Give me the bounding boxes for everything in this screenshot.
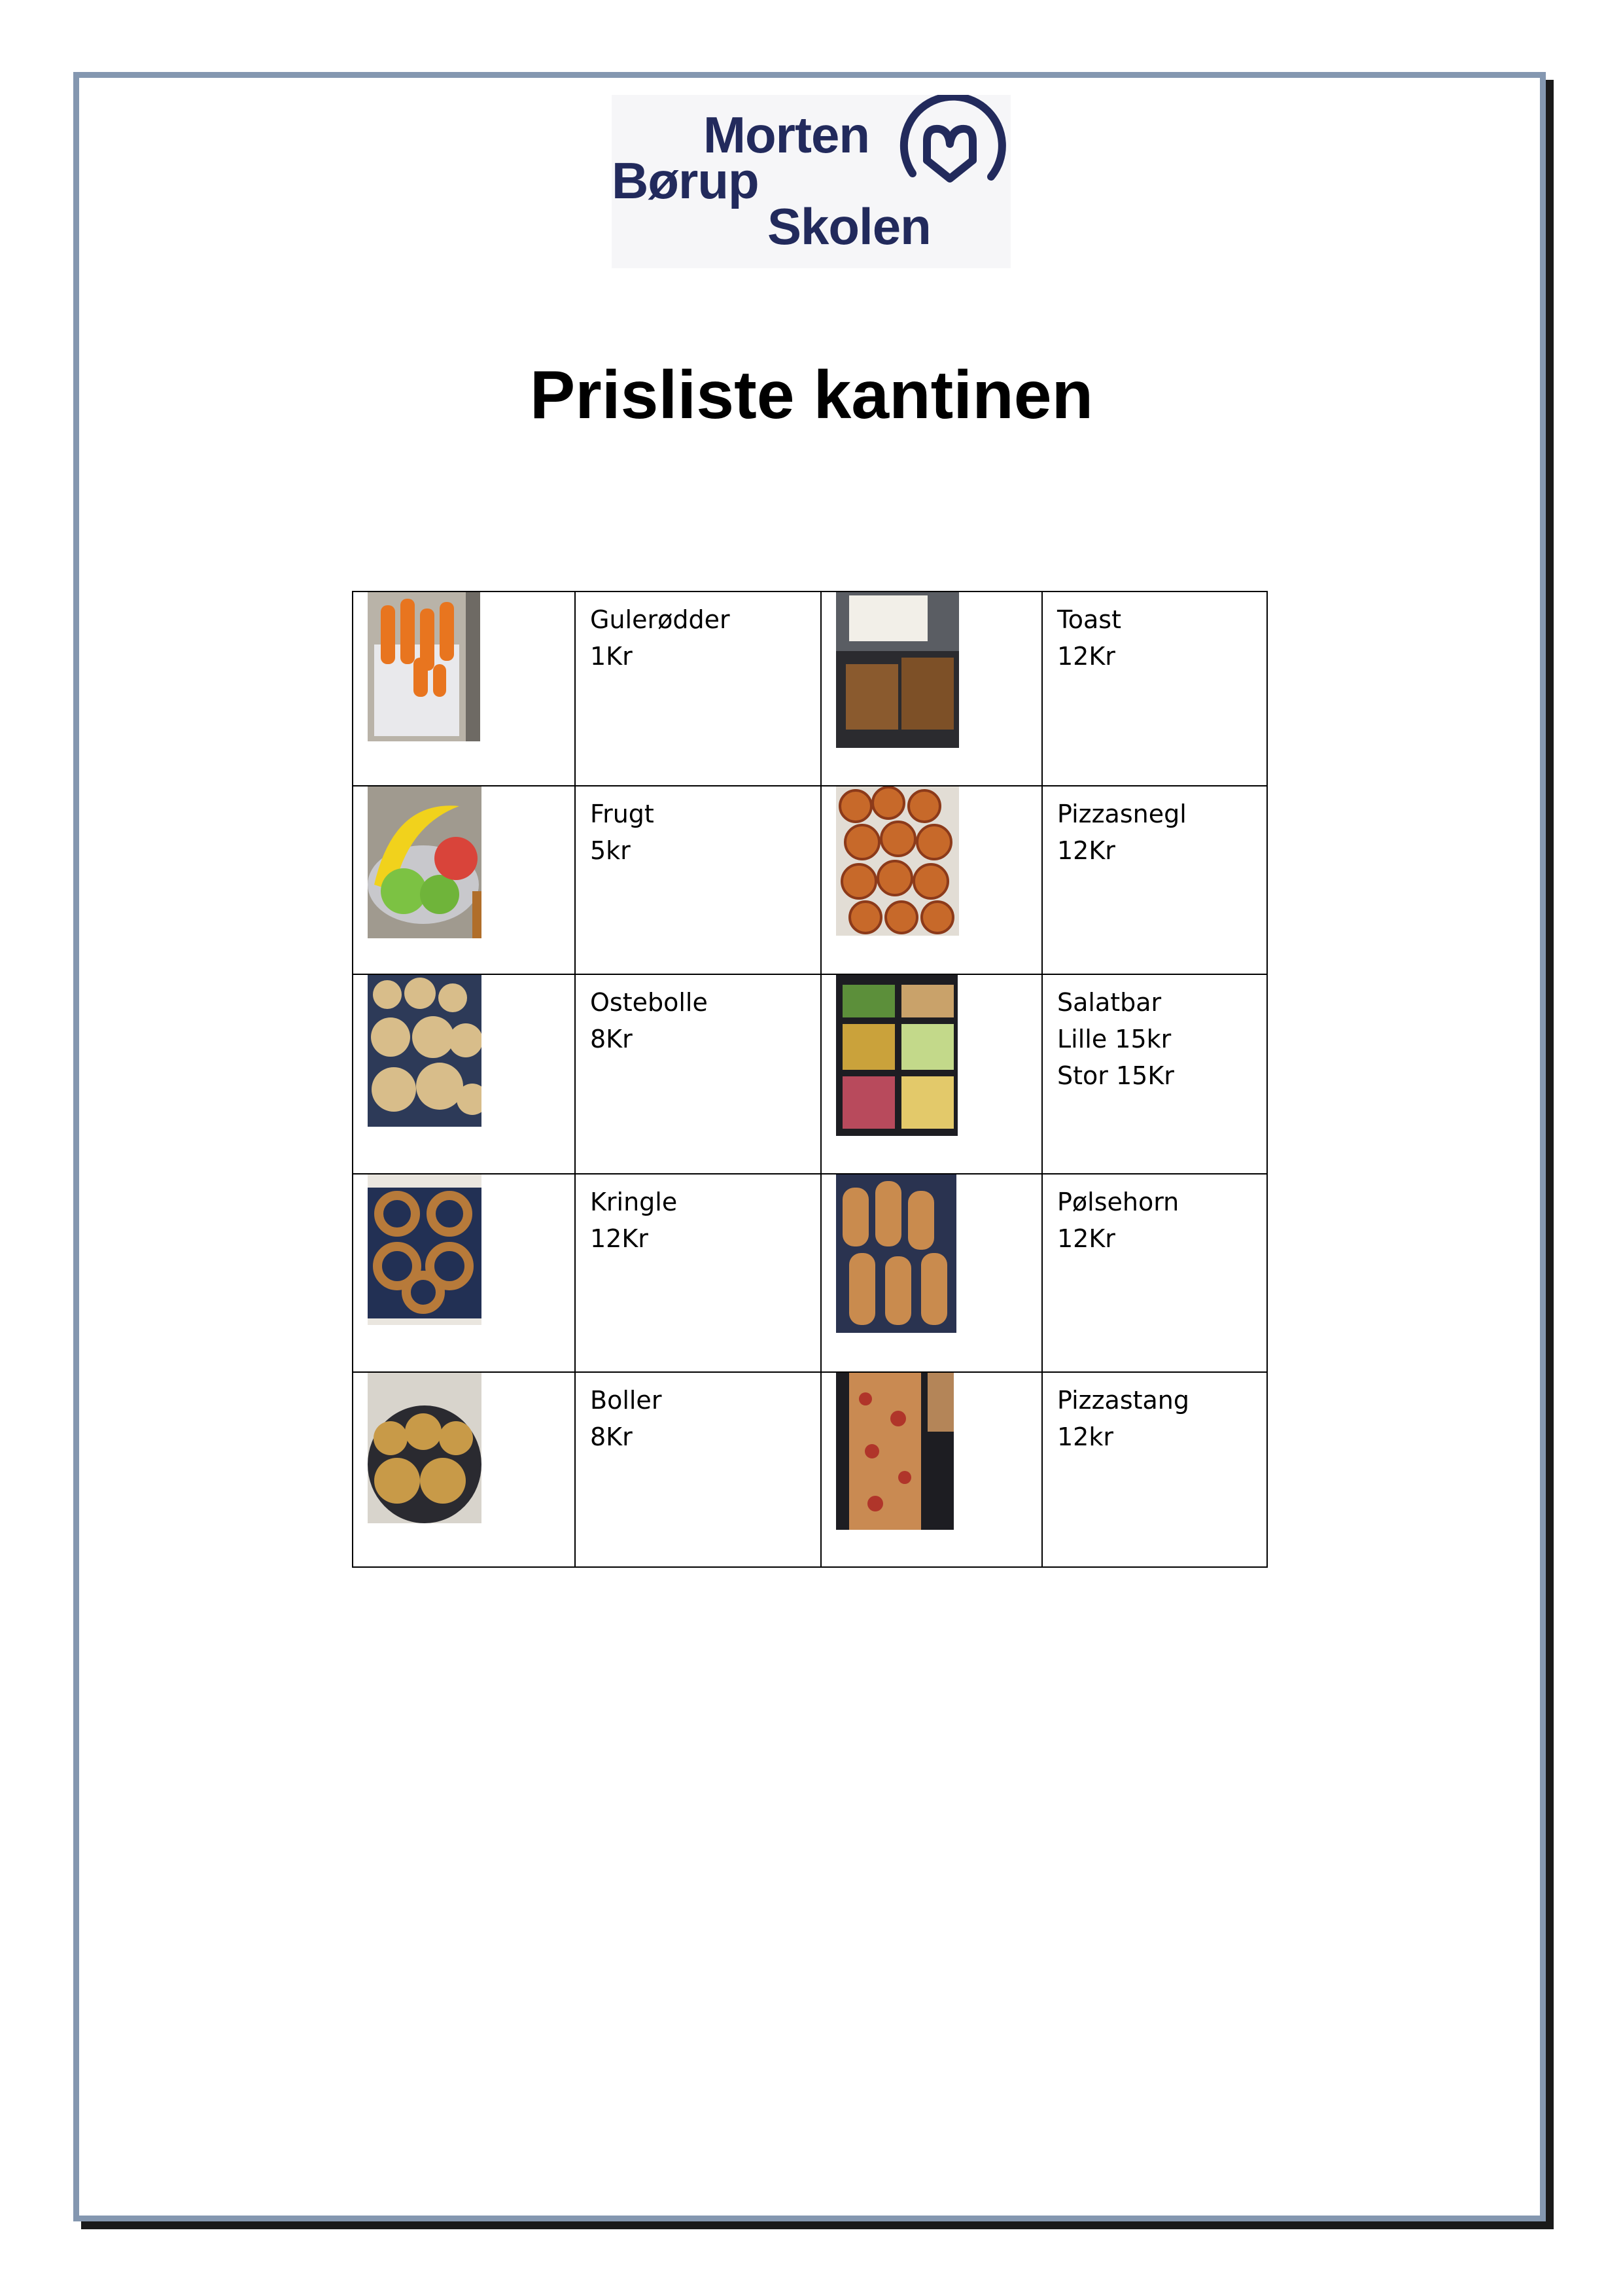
image-cell	[821, 592, 1042, 786]
item-text-cell	[575, 1174, 821, 1372]
heart-circle-icon	[893, 95, 1007, 209]
toast-photo	[836, 592, 959, 748]
item-name: Pølsehorn	[1057, 1188, 1179, 1216]
logo-word-2: Børup	[612, 152, 759, 209]
logo-word-1: Morten	[703, 106, 869, 164]
item-name: Boller	[590, 1386, 662, 1415]
pretzel-photo	[368, 1174, 481, 1325]
table-row	[353, 974, 1267, 1174]
image-cell	[353, 974, 575, 1174]
image-cell	[353, 592, 575, 786]
school-logo	[612, 95, 1011, 268]
item-price: 5kr	[590, 836, 631, 865]
carrots-photo	[368, 592, 480, 741]
salad-bar-photo	[836, 975, 958, 1136]
table-row	[353, 1372, 1267, 1567]
item-price: 12kr	[1057, 1422, 1113, 1451]
item-price: 8Kr	[590, 1422, 633, 1451]
image-cell	[353, 1174, 575, 1372]
item-price: 12Kr	[1057, 1224, 1115, 1253]
item-name: Gulerødder	[590, 605, 730, 634]
item-price: 12Kr	[1057, 836, 1115, 865]
item-price: 1Kr	[590, 642, 633, 671]
table-row	[353, 1174, 1267, 1372]
page-title: Prisliste kantinen	[529, 357, 1094, 433]
item-price: 12Kr	[1057, 642, 1115, 671]
pizza-snail-photo	[836, 786, 959, 936]
image-cell	[353, 786, 575, 974]
item-text-cell	[1042, 786, 1267, 974]
table-row	[353, 592, 1267, 786]
sausage-roll-photo	[836, 1174, 956, 1333]
table-row	[353, 786, 1267, 974]
item-text-cell	[1042, 974, 1267, 1174]
pizza-stick-photo	[836, 1373, 954, 1530]
item-price: 8Kr	[590, 1025, 633, 1053]
item-text-cell	[575, 786, 821, 974]
price-table	[352, 591, 1268, 1568]
image-cell	[821, 786, 1042, 974]
item-text-cell	[575, 1372, 821, 1567]
item-price: 12Kr	[590, 1224, 648, 1253]
cheese-bun-photo	[368, 975, 481, 1127]
image-cell	[821, 974, 1042, 1174]
image-cell	[821, 1174, 1042, 1372]
item-text-cell	[1042, 592, 1267, 786]
item-text-cell	[575, 974, 821, 1174]
image-cell	[821, 1372, 1042, 1567]
logo-word-3: Skolen	[767, 198, 931, 255]
item-text-cell	[1042, 1174, 1267, 1372]
item-name: Kringle	[590, 1188, 678, 1216]
item-price-small: Lille 15kr	[1057, 1025, 1172, 1053]
item-price-large: Stor 15Kr	[1057, 1061, 1174, 1090]
item-text-cell	[1042, 1372, 1267, 1567]
item-name: Pizzastang	[1057, 1386, 1190, 1415]
item-name: Salatbar	[1057, 988, 1162, 1017]
fruit-photo	[368, 786, 481, 938]
item-name: Pizzasnegl	[1057, 800, 1187, 828]
item-name: Ostebolle	[590, 988, 708, 1017]
item-name: Frugt	[590, 800, 654, 828]
item-name: Toast	[1057, 605, 1121, 634]
buns-photo	[368, 1373, 481, 1523]
item-text-cell	[575, 592, 821, 786]
image-cell	[353, 1372, 575, 1567]
